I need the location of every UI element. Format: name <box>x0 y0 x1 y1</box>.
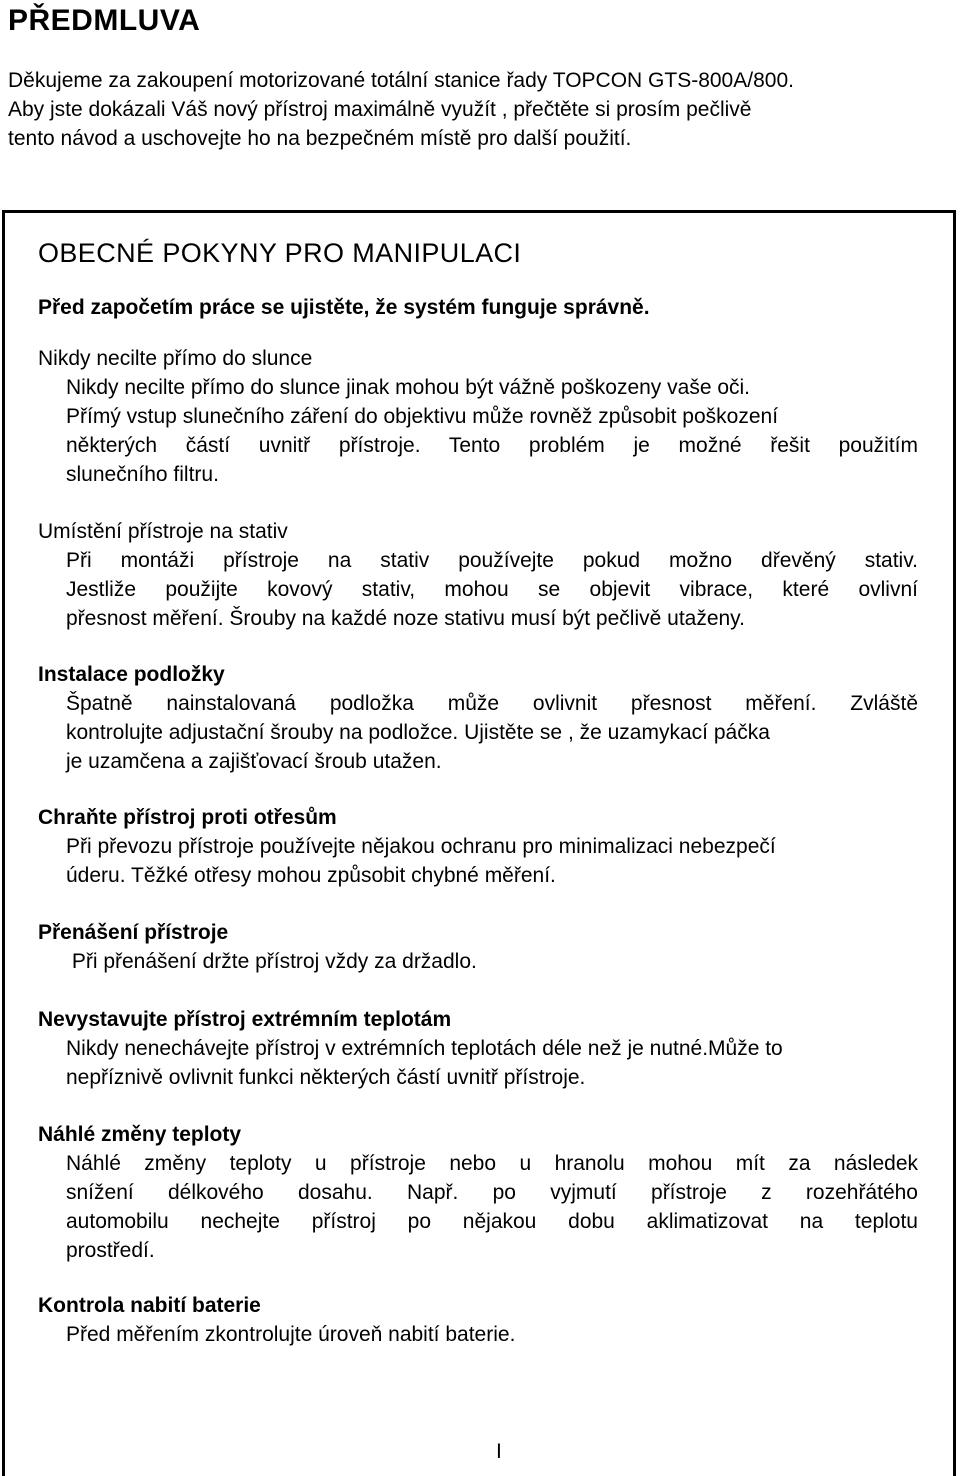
section-sun <box>38 344 918 489</box>
section-tribrach <box>38 660 918 776</box>
body-line: Před měřením zkontrolujte úroveň nabití baterie. <box>66 1323 516 1346</box>
body-line: přesnost měření. Šrouby na každé noze stativu musí být pečlivě utaženy. <box>66 607 745 630</box>
intro-line: Aby jste dokázali Váš nový přístroj maximálně využít , přečtěte si prosím pečlivě <box>8 98 752 121</box>
body-line: kontrolujte adjustační šrouby na podložce. Ujistěte se , že uzamykací páčka <box>66 721 770 744</box>
body-line: snížení délkového dosahu. Např. po vyjmutí přístroje z rozehřátého <box>66 1181 918 1204</box>
body-line: Při převozu přístroje používejte nějakou ochranu pro minimalizaci nebezpečí <box>66 835 776 858</box>
body-line: Nikdy necilte přímo do slunce jinak mohou být vážně poškozeny vaše oči. <box>66 376 751 399</box>
body-line: úderu. Těžké otřesy mohou způsobit chybné měření. <box>66 864 556 887</box>
section-heading: Náhlé změny teploty <box>38 1123 242 1146</box>
body-line: Při přenášení držte přístroj vždy za držadlo. <box>66 950 477 973</box>
box-title: OBECNÉ POKYNY PRO MANIPULACI <box>38 238 522 268</box>
section-tripod <box>38 517 918 633</box>
section-body <box>38 373 918 489</box>
section-heading: Nikdy necilte přímo do slunce <box>38 347 313 370</box>
body-line: prostředí. <box>66 1239 155 1262</box>
body-line: některých částí uvnitř přístroje. Tento problém je možné řešit použitím <box>66 434 918 457</box>
body-line: Při montáži přístroje na stativ používejte pokud možno dřevěný stativ. <box>66 549 918 572</box>
section-body <box>38 1034 918 1092</box>
section-body <box>38 689 918 776</box>
box-subtitle: Před započetím práce se ujistěte, že systém funguje správně. <box>38 296 650 319</box>
section-body <box>38 1149 918 1265</box>
section-body <box>38 947 918 976</box>
body-line: Špatně nainstalovaná podložka může ovlivnit přesnost měření. Zvláště <box>66 692 918 715</box>
section-battery <box>38 1291 918 1349</box>
body-line: je uzamčena a zajišťovací šroub utažen. <box>66 750 442 773</box>
section-body <box>38 1320 918 1349</box>
section-heading: Přenášení přístroje <box>38 921 229 944</box>
body-line: Přímý vstup slunečního záření do objektivu může rovněž způsobit poškození <box>66 405 779 428</box>
body-line: Náhlé změny teploty u přístroje nebo u hranolu mohou mít za následek <box>66 1152 918 1175</box>
intro-paragraph <box>8 66 953 153</box>
body-line: automobilu nechejte přístroj po nějakou dobu aklimatizovat na teplotu <box>66 1210 918 1233</box>
body-line: Jestliže použijte kovový stativ, mohou se objevit vibrace, které ovlivní <box>66 578 918 601</box>
section-heading: Chraňte přístroj proti otřesům <box>38 806 337 829</box>
body-line: slunečního filtru. <box>66 463 219 486</box>
page-number: I <box>496 1440 502 1463</box>
section-carrying <box>38 918 918 976</box>
body-line: Nikdy nenechávejte přístroj v extrémních teplotách déle než je nutné.Může to <box>66 1037 783 1060</box>
section-shock <box>38 803 918 890</box>
section-body <box>38 546 918 633</box>
section-heading: Nevystavujte přístroj extrémním teplotám <box>38 1008 452 1031</box>
intro-line: tento návod a uschovejte ho na bezpečném místě pro další použití. <box>8 127 632 150</box>
intro-line: Děkujeme za zakoupení motorizované totální stanice řady TOPCON GTS-800A/800. <box>8 69 794 92</box>
page-title: PŘEDMLUVA <box>8 4 201 37</box>
body-line: nepříznivě ovlivnit funkci některých částí uvnitř přístroje. <box>66 1066 586 1089</box>
section-temperature-change <box>38 1120 918 1265</box>
section-temperature <box>38 1005 918 1092</box>
section-heading: Instalace podložky <box>38 663 225 686</box>
section-heading: Kontrola nabití baterie <box>38 1294 261 1317</box>
section-body <box>38 832 918 890</box>
section-heading: Umístění přístroje na stativ <box>38 520 288 543</box>
